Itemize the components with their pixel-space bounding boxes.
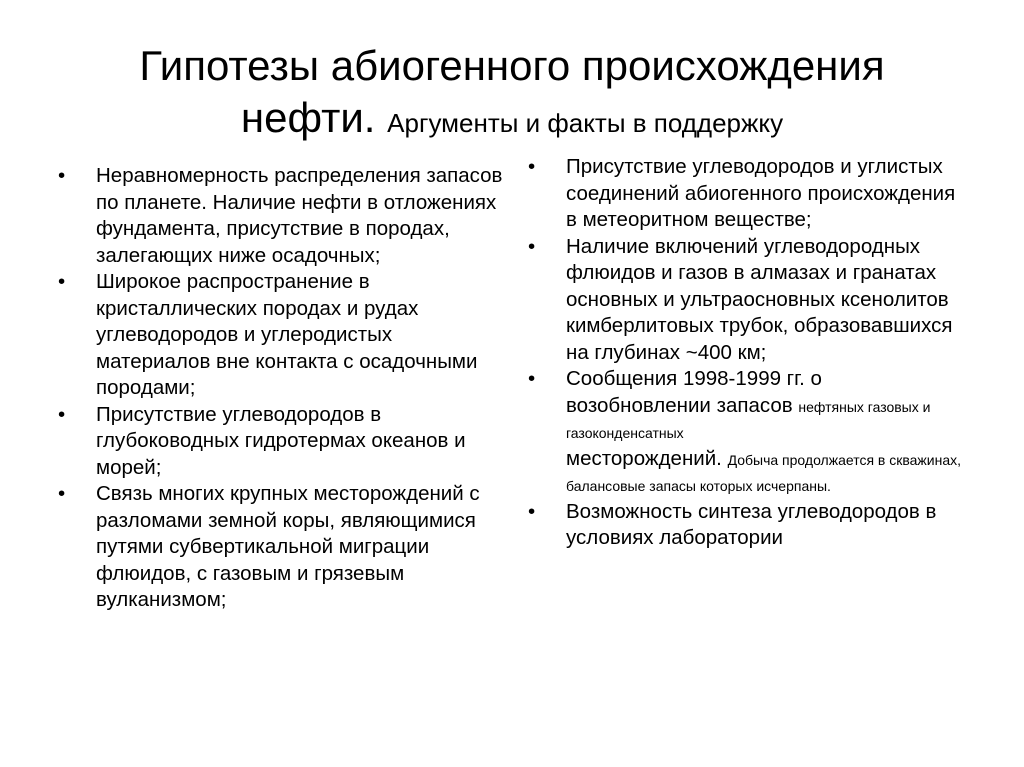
list-item-text: Связь многих крупных месторождений с разломами земной коры, являющимися путями субвертикальной миграции флюидов, с газовым и грязевым вулканизмом;: [96, 482, 480, 611]
bullet-icon: •: [58, 402, 66, 426]
title-main-word: нефти.: [240, 94, 376, 141]
list-item-text: [558, 366, 968, 499]
bullet-icon: •: [58, 270, 66, 293]
bullet-icon: •: [58, 482, 66, 505]
bullet-icon: •: [528, 155, 536, 178]
list-item-text: Неравномерность распределения запасов по планете. Наличие нефти в отложениях фундамента, присутствие в породах, залегающих ниже осадочных;: [96, 164, 503, 267]
bullet-icon: •: [528, 499, 536, 523]
list-item: [58, 163, 508, 269]
item3-part1: Сообщения 1998-1999 гг. о возобновлении запасов: [566, 367, 822, 417]
list-item-text: Широкое распространение в кристаллических породах и рудах углеводородов и углеродистых материалов вне контакта с осадочными породами;: [96, 270, 478, 399]
bullet-icon: •: [58, 164, 66, 187]
title-line-1: Гипотезы абиогенного происхождения: [139, 42, 885, 89]
bullet-icon: •: [528, 367, 536, 390]
list-item: [528, 154, 968, 234]
bullet-icon: •: [528, 234, 536, 258]
list-item: [528, 499, 968, 552]
list-item: [528, 366, 968, 499]
list-item-text: Присутствие углеводородов в глубоководных гидротермах океанов и морей;: [96, 402, 466, 479]
list-item-text: Присутствие углеводородов и углистых соединений абиогенного происхождения в метеоритном веществе;: [566, 155, 956, 231]
list-item: [58, 269, 508, 402]
list-item-text: Возможность синтеза углеводородов в условиях лаборатории: [566, 499, 937, 549]
right-bullet-list: [528, 154, 968, 552]
item3-part4: Добыча продолжается в скважинах, балансовые запасы которых исчерпаны.: [566, 451, 962, 494]
item3-part2: нефтяных газовых и газоконденсатных: [566, 398, 931, 441]
left-bullet-list: [58, 163, 508, 614]
item3-part3: месторождений.: [566, 446, 722, 470]
list-item: [528, 234, 968, 367]
slide-title: [40, 40, 984, 149]
list-item-text: Наличие включений углеводородных флюидов и газов в алмазах и гранатах основных и ультраосновных ксенолитов кимберлитовых трубок, образовавшихся на глубинах ~400 км;: [566, 234, 953, 364]
title-subtitle: Аргументы и факты в поддержку: [387, 108, 784, 138]
list-item: [58, 481, 508, 614]
list-item: [58, 402, 508, 482]
title-line-2: [40, 92, 984, 149]
